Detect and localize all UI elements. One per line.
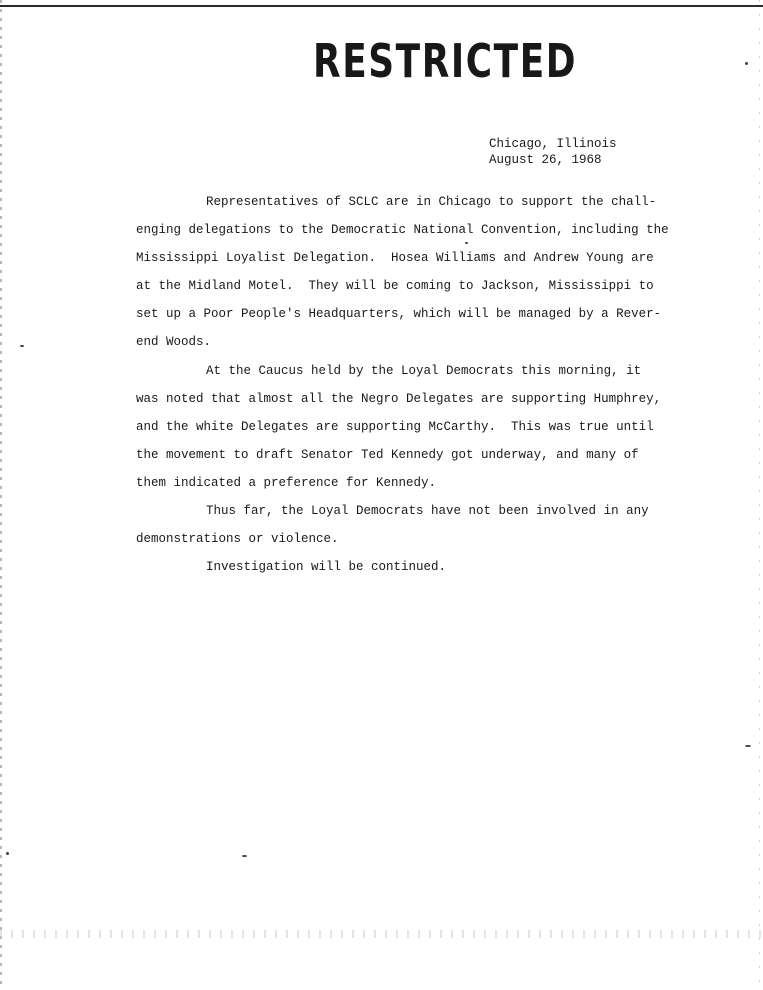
restricted-stamp: RESTRICTED (313, 34, 578, 88)
body-line: them indicated a preference for Kennedy. (136, 476, 437, 490)
scan-speck (242, 855, 247, 857)
body-line: At the Caucus held by the Loyal Democrats this morning, it (206, 364, 642, 378)
body-line: enging delegations to the Democratic National Convention, including the (136, 223, 669, 237)
dateline-date: August 26, 1968 (489, 152, 602, 167)
scan-speck (745, 745, 751, 747)
body-line: set up a Poor People's Headquarters, which will be managed by a Rever- (136, 307, 662, 321)
body-line: Thus far, the Loyal Democrats have not been involved in any (206, 504, 649, 518)
body-line: Mississippi Loyalist Delegation. Hosea Williams and Andrew Young are (136, 251, 654, 265)
scan-speck (6, 852, 9, 855)
body-line: at the Midland Motel. They will be coming to Jackson, Mississippi to (136, 279, 654, 293)
body-line: and the white Delegates are supporting McCarthy. This was true until (136, 420, 654, 434)
scan-speck (745, 62, 748, 65)
body-line: Investigation will be continued. (206, 560, 447, 574)
dateline-city: Chicago, Illinois (489, 137, 617, 151)
body-line: end Woods. (136, 335, 212, 349)
top-edge-rule (0, 5, 763, 7)
left-scan-edge (0, 0, 2, 990)
body-line: demonstrations or violence. (136, 532, 339, 546)
scan-speck (465, 242, 468, 244)
bottom-scan-noise (0, 930, 763, 938)
scan-speck (20, 345, 24, 347)
body-line: was noted that almost all the Negro Delegates are supporting Humphrey, (136, 392, 662, 406)
body-line: the movement to draft Senator Ted Kennedy got underway, and many of (136, 448, 639, 462)
dateline (489, 137, 617, 168)
body-line: Representatives of SCLC are in Chicago to support the chall- (206, 195, 657, 209)
right-scan-edge (759, 0, 760, 990)
